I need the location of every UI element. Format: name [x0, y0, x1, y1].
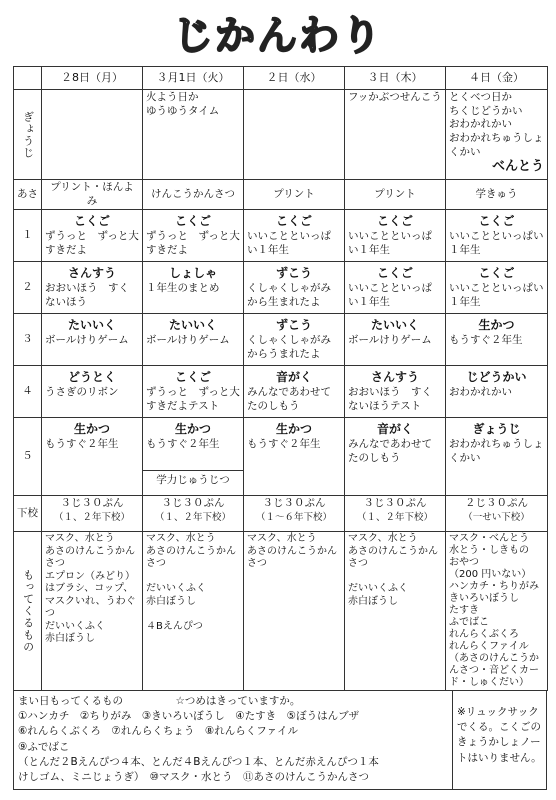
- lesson-note: おおいほう すくないほう: [45, 281, 129, 308]
- period-cell: [143, 366, 244, 418]
- subject-label: 音がく: [376, 422, 413, 437]
- lesson-note: もうすぐ２年生: [45, 437, 119, 450]
- period-cell: [345, 418, 446, 496]
- header-row: [14, 67, 548, 90]
- lesson-note: ボールけりゲーム: [146, 333, 230, 346]
- gyouji-cell-fri: [446, 90, 548, 180]
- daily-items-line: けしゴム、ミニじょうぎ） ⑩マスク・水とう ⑪あさのけんこうかんさつ: [18, 771, 369, 784]
- period-cell: [345, 314, 446, 366]
- subject-label: しょしゃ: [168, 266, 217, 281]
- gekou-cell: [244, 496, 345, 532]
- dismissal-note: （１、２年下校）: [53, 511, 130, 523]
- period-cell: [244, 314, 345, 366]
- period-number: ３: [14, 314, 42, 366]
- daily-items-heading: まい日もってくるもの ☆つめはきっていますか。: [18, 695, 301, 707]
- lesson-note: おわかれかい: [449, 385, 512, 398]
- period-number: １: [14, 210, 42, 262]
- period-row: [14, 210, 548, 262]
- gyouji-cell: [244, 90, 345, 180]
- subject-label: こくご: [73, 214, 110, 229]
- backpack-note: ※リュックサックでくる。こくごのきょうかしょノートはいりません。: [452, 691, 548, 789]
- motte-label: もってくるもの: [14, 532, 42, 691]
- gyouji-cell: 火よう日か ゆうゆうタイム: [143, 90, 244, 180]
- dismissal-note: （１、２年下校）: [356, 511, 433, 523]
- lesson-note: おわかれちゅうしょくかい: [449, 437, 544, 464]
- day-header-tue: ３月1日（火）: [143, 67, 244, 90]
- lesson-note: みんなであわせてたのしもう: [247, 385, 331, 412]
- gekou-cell: [143, 496, 244, 532]
- period-cell: [446, 210, 548, 262]
- timetable: [13, 66, 548, 691]
- period-cell: [42, 366, 143, 418]
- gekou-cell: [345, 496, 446, 532]
- page-title: じかんわり: [173, 13, 383, 59]
- period-cell: [143, 314, 244, 366]
- bento-label: ベんとう: [491, 159, 544, 175]
- lesson-note: くしゃくしゃがみからうまれたよ: [247, 333, 331, 360]
- lesson-note: いいことといっぱい１年生: [449, 281, 544, 308]
- daily-items-line: （とんだ２Bえんぴつ４本、とんだ４Bえんぴつ１本、とんだ赤えんぴつ１本: [18, 755, 379, 768]
- lesson-note: ボールけりゲーム: [45, 333, 129, 346]
- lesson-note: もうすぐ２年生: [449, 333, 523, 346]
- period-cell: [345, 210, 446, 262]
- asa-row: [14, 180, 548, 210]
- corner-cell: [14, 67, 42, 90]
- subject-label: たいいく: [370, 318, 419, 333]
- subject-label: どうとく: [67, 370, 116, 385]
- subject-label: 生かつ: [275, 422, 312, 437]
- asa-cell: けんこうかんさつ: [143, 180, 244, 210]
- motte-cell: マスク、水とう あさのけんこうかんさつ だいいくふく 赤白ぼうし: [345, 532, 446, 691]
- lesson-note: もうすぐ２年生: [146, 437, 220, 450]
- gekou-cell: [42, 496, 143, 532]
- gyouji-fri-text: とくベつ日か ちくじどうかい おわかれかい おわかれちゅうしょくかい: [449, 91, 544, 158]
- period-cell: [446, 366, 548, 418]
- lesson-note: いいことといっぱい１年生: [247, 229, 331, 256]
- subject-label: たいいく: [67, 318, 116, 333]
- daily-items-line: ①ハンカチ ②ちりがみ ③きいろいぼうし ④たすき ⑤ぼうはんブザ: [18, 710, 360, 723]
- motte-row: [14, 532, 548, 691]
- period-cell: [143, 262, 244, 314]
- daily-items-line: ⑥れんらくぶくろ ⑦れんらくちょう ⑧れんらくファイル: [18, 725, 299, 738]
- gyouji-cell: [42, 90, 143, 180]
- dismissal-note: （一せい下校）: [463, 511, 530, 523]
- period-cell: [244, 366, 345, 418]
- subject-label: 音がく: [275, 370, 312, 385]
- subject-label: こくご: [174, 214, 211, 229]
- gyouji-cell: フッかぶつせんこう: [345, 90, 446, 180]
- period-cell: [42, 262, 143, 314]
- subject-label: ぎょうじ: [472, 422, 521, 437]
- asa-cell: プリント・ほんよみ: [42, 180, 143, 210]
- asa-cell: プリント: [345, 180, 446, 210]
- lesson-note: ずうっと ずっと大すきだよ: [45, 229, 139, 256]
- gyouji-row: [14, 90, 548, 180]
- subject-label: こくご: [376, 214, 413, 229]
- period-row: [14, 418, 548, 496]
- dismissal-time: ３じ３０ぷん: [363, 497, 427, 510]
- period-cell: [345, 262, 446, 314]
- subject-label: 生かつ: [174, 422, 211, 437]
- period-row: [14, 314, 548, 366]
- period-cell: [446, 314, 548, 366]
- subject-label: たいいく: [168, 318, 217, 333]
- subject-label: さんすう: [370, 370, 419, 385]
- gekou-label: 下校: [14, 496, 42, 532]
- dismissal-note: （１～６年下校）: [255, 511, 332, 523]
- asa-cell: プリント: [244, 180, 345, 210]
- lesson-note: いいことといっぱい１年生: [449, 229, 544, 256]
- lesson-note: ボールけりゲーム: [348, 333, 432, 346]
- period-number: ２: [14, 262, 42, 314]
- lesson-note: くしゃくしゃがみから生まれたよ: [247, 281, 331, 308]
- period-cell: [244, 210, 345, 262]
- period-cell: [42, 418, 143, 496]
- daily-items-line: ⑨ふでばこ: [18, 740, 70, 753]
- lesson-note: ずうっと ずっと大すきだよ: [146, 229, 240, 256]
- motte-cell: マスク、水とう あさのけんこうかんさつ エプロン（みどり） はブラシ、コップ、マスクいれ、うわぐつ だいいくふく 赤白ぼうし: [42, 532, 143, 691]
- dismissal-time: ３じ３０ぷん: [161, 497, 225, 510]
- daily-items-list: [18, 694, 448, 785]
- period-cell: [42, 210, 143, 262]
- period-cell: [446, 262, 548, 314]
- subject-label: 生かつ: [73, 422, 110, 437]
- lesson-note: みんなであわせてたのしもう: [348, 437, 432, 464]
- gakuryoku-label: 学力じゅうじつ: [143, 470, 243, 491]
- period-cell: [345, 366, 446, 418]
- lesson-note: おおいほう すくないほうテスト: [348, 385, 432, 412]
- period-cell: [244, 418, 345, 496]
- lesson-note: ずうっと ずっと大すきだよテスト: [146, 385, 240, 412]
- period-cell: [42, 314, 143, 366]
- period-cell: [143, 418, 244, 496]
- day-header-wed: ２日（水）: [244, 67, 345, 90]
- subject-label: こくご: [174, 370, 211, 385]
- subject-label: こくご: [275, 214, 312, 229]
- day-header-mon: ２8日（月）: [42, 67, 143, 90]
- period-number: ４: [14, 366, 42, 418]
- period-cell: [446, 418, 548, 496]
- gyouji-label: ぎょうじ: [14, 90, 42, 180]
- gekou-cell: [446, 496, 548, 532]
- daily-items-box: [13, 690, 547, 790]
- motte-cell: マスク、水とう あさのけんこうかんさつ: [244, 532, 345, 691]
- period-row: [14, 366, 548, 418]
- period-number: ５: [14, 418, 42, 496]
- dismissal-note: （１、２年下校）: [154, 511, 231, 523]
- lesson-note: もうすぐ２年生: [247, 437, 321, 450]
- subject-label: こくご: [478, 266, 515, 281]
- motte-cell: マスク、水とう あさのけんこうかんさつ だいいくふく 赤白ぼうし ４Bえんぴつ: [143, 532, 244, 691]
- subject-label: ずこう: [275, 318, 312, 333]
- subject-label: じどうかい: [466, 370, 527, 385]
- period-row: [14, 262, 548, 314]
- subject-label: こくご: [376, 266, 413, 281]
- period-cell: [143, 210, 244, 262]
- period-cell: [244, 262, 345, 314]
- asa-cell: 学きゅう: [446, 180, 548, 210]
- lesson-note: いいことといっぱい１年生: [348, 229, 432, 256]
- lesson-note: いいことといっぱい１年生: [348, 281, 432, 308]
- subject-label: 生かつ: [478, 318, 515, 333]
- subject-label: さんすう: [67, 266, 116, 281]
- subject-label: こくご: [478, 214, 515, 229]
- dismissal-time: ３じ３０ぷん: [60, 497, 124, 510]
- dismissal-time: ３じ３０ぷん: [262, 497, 326, 510]
- lesson-note: １年生のまとめ: [146, 281, 220, 294]
- asa-label: あさ: [14, 180, 42, 210]
- subject-label: ずこう: [275, 266, 312, 281]
- dismissal-time: ２じ３０ぷん: [465, 497, 528, 510]
- day-header-thu: ３日（木）: [345, 67, 446, 90]
- day-header-fri: ４日（金）: [446, 67, 548, 90]
- lesson-note: うさぎのリボン: [45, 385, 119, 398]
- motte-cell: マスク・べんとう 水とう・しきもの おやつ （200 円いない） ハンカチ・ちりがみ きいろいぼうし たすき ふでばこ れんらくぶくろ れんらくファイル （あさのけんこうかんさつ・音どくカード・しゅくだい）: [446, 532, 548, 691]
- gekou-row: [14, 496, 548, 532]
